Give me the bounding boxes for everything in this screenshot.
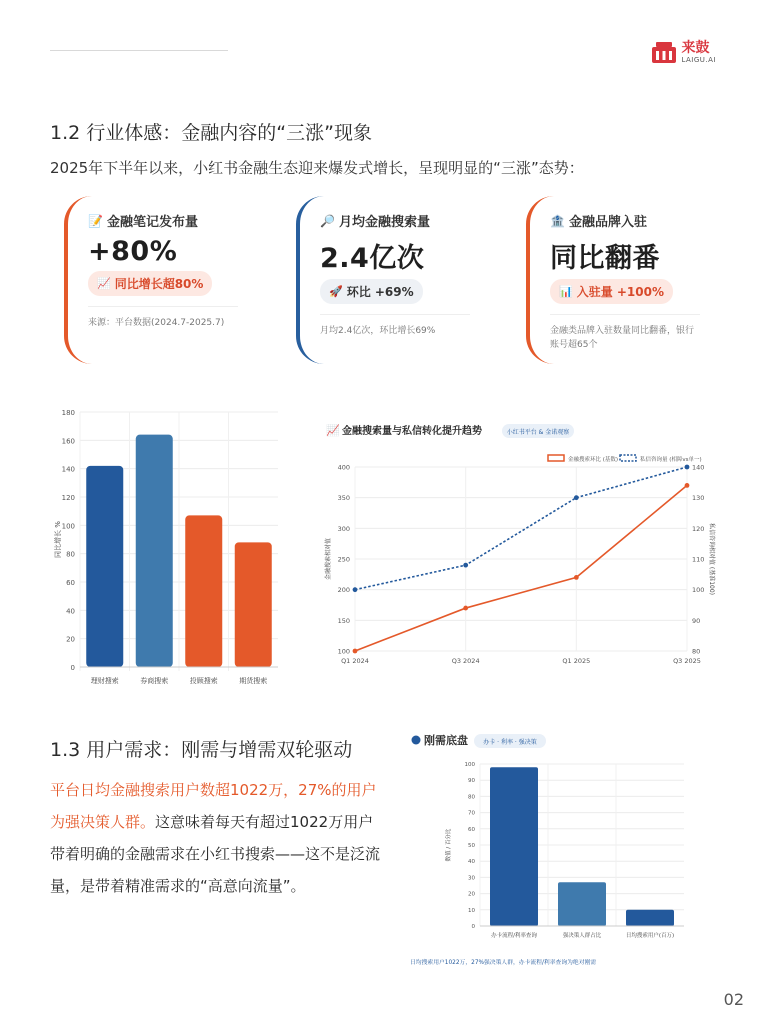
- chart-tag: 小红书平台 & 金诺观察: [506, 429, 570, 436]
- x-tick-label: 办卡流程/利率查询: [491, 933, 537, 939]
- data-point: [685, 465, 690, 470]
- rocket-icon: 🚀: [329, 285, 343, 298]
- y-axis-label: 同比增长 %: [54, 521, 62, 558]
- chart-footnote: 日均搜索用户1022万，27%强决策人群，办卡流程/利率查询为绝对刚需: [410, 960, 597, 966]
- card-value: 2.4亿次: [320, 243, 425, 274]
- section-intro: 2025年下半年以来，小红书金融生态迎来爆发式增长，呈现明显的“三涨”态势：: [50, 159, 584, 177]
- card-badge: 🚀 环比 +69%: [320, 279, 423, 304]
- y-right-tick-label: 140: [692, 463, 705, 472]
- y-tick-label: 180: [61, 409, 75, 417]
- card-title: 金融笔记发布量: [106, 215, 198, 230]
- highlight-text: 平台日均金融搜索用户数超1022万，27%的用户为强决策人群。: [50, 781, 377, 831]
- card-note: 月均2.4亿次，环比增长69%: [320, 314, 470, 339]
- need-bar-chart: [404, 730, 704, 975]
- y-tick-label: 0: [471, 924, 475, 930]
- bar: [136, 435, 173, 667]
- y-tick-label: 40: [66, 607, 75, 616]
- y-right-tick-label: 80: [692, 647, 701, 656]
- chart-up-icon: 📈: [97, 277, 111, 290]
- bar: [490, 767, 538, 926]
- series-line: [355, 485, 687, 651]
- data-point: [685, 483, 690, 488]
- page-number: 02: [723, 990, 744, 1009]
- body-text: 这意味着每天有超过1022万用户带着明确的金融需求在小红书搜索——这不是泛流量，是带着精准需求的“高意向流量”。: [50, 813, 381, 895]
- card-value: +80%: [88, 236, 178, 267]
- section-title-1-2: 1.2 行业体感：金融内容的“三涨”现象: [50, 122, 372, 144]
- section-body: [50, 774, 380, 902]
- y-left-tick-label: 250: [337, 555, 350, 564]
- chart-title: 刚需底盘: [424, 734, 468, 747]
- y-tick-label: 70: [468, 810, 475, 817]
- magnifier-icon: 🔎: [320, 213, 335, 228]
- x-tick-label: 强决策人群占比: [562, 933, 602, 939]
- y-left-tick-label: 200: [337, 586, 350, 595]
- y-tick-label: 20: [66, 635, 75, 644]
- data-point: [353, 587, 358, 592]
- y-tick-label: 50: [468, 843, 475, 849]
- y-right-tick-label: 110: [692, 555, 705, 564]
- trend-line-chart: [318, 414, 718, 676]
- y-tick-label: 80: [468, 794, 475, 801]
- x-tick-label: 理财搜索: [90, 677, 119, 685]
- bar: [185, 515, 222, 667]
- bank-icon: 🏦: [550, 213, 565, 228]
- stat-card-brands: [526, 196, 728, 364]
- card-badge: 📈 同比增长超80%: [88, 271, 212, 296]
- y-tick-label: 140: [61, 465, 75, 474]
- bar: [235, 542, 272, 667]
- y-axis-label: 数值 / 百分比: [446, 828, 452, 862]
- x-tick-label: Q3 2024: [451, 657, 480, 665]
- card-title: 月均金融搜索量: [338, 215, 430, 230]
- data-point: [574, 495, 579, 500]
- x-tick-label: 日均搜索用户(百万): [625, 933, 675, 939]
- data-point: [574, 575, 579, 580]
- x-tick-label: 券商搜索: [140, 677, 169, 685]
- bar: [626, 910, 674, 926]
- bar: [86, 466, 123, 667]
- data-point: [463, 606, 468, 611]
- x-tick-label: Q1 2024: [341, 657, 369, 665]
- y-right-tick-label: 120: [692, 524, 705, 533]
- y-left-tick-label: 150: [337, 616, 350, 625]
- x-tick-label: 投顾搜索: [189, 677, 218, 685]
- growth-bar-chart: [48, 400, 288, 690]
- x-tick-label: Q1 2025: [562, 657, 591, 665]
- y-left-tick-label: 400: [337, 463, 350, 472]
- card-title: 金融品牌入驻: [568, 215, 647, 230]
- chart-tag: 办卡 · 利率 · 强决策: [483, 739, 537, 746]
- y-tick-label: 60: [468, 826, 475, 833]
- legend-swatch: [620, 455, 636, 461]
- y-tick-label: 160: [61, 437, 75, 446]
- y-right-tick-label: 100: [692, 586, 705, 595]
- trend-icon: 📈: [326, 424, 340, 437]
- brand-sub: LAIGU.AI: [681, 55, 716, 64]
- brand-icon: [651, 39, 677, 65]
- bar: [558, 882, 606, 926]
- y-tick-label: 30: [468, 875, 475, 882]
- memo-icon: 📝: [88, 213, 103, 228]
- y-left-tick-label: 100: [337, 647, 350, 656]
- legend-label: 金融搜索环比 (基数): [568, 457, 619, 463]
- y-tick-label: 10: [468, 907, 475, 914]
- y-tick-label: 120: [61, 494, 75, 502]
- y-tick-label: 100: [61, 522, 75, 531]
- stat-card-notes: [64, 196, 266, 364]
- y-tick-label: 90: [468, 778, 475, 785]
- y-tick-label: 100: [464, 762, 475, 768]
- x-tick-label: 期货搜索: [239, 677, 268, 685]
- header-rule: [50, 50, 228, 51]
- brand-name: 来鼓: [681, 39, 710, 56]
- x-tick-label: Q3 2025: [673, 657, 701, 665]
- y-tick-label: 40: [468, 859, 475, 866]
- y-right-axis-label: 私信咨询相对值 (基准100): [708, 522, 715, 596]
- y-right-tick-label: 130: [692, 494, 705, 503]
- legend-label: 私信咨询量 (相障vs单一): [640, 457, 702, 463]
- data-point: [463, 563, 468, 568]
- y-tick-label: 80: [66, 550, 75, 559]
- card-badge: 📊 入驻量 +100%: [550, 279, 673, 304]
- y-tick-label: 0: [70, 664, 75, 672]
- y-left-axis-label: 金融搜索相对值: [325, 537, 332, 581]
- card-note: 金融类品牌入驻数量同比翻番，银行账号超65个: [550, 314, 700, 352]
- stat-card-search: [296, 196, 498, 364]
- y-tick-label: 60: [66, 579, 75, 587]
- y-left-tick-label: 300: [337, 524, 350, 533]
- blue-dot-icon: [412, 736, 421, 745]
- chart-title: 金融搜索量与私信转化提升趋势: [342, 426, 482, 437]
- data-point: [353, 649, 358, 654]
- y-left-tick-label: 350: [337, 494, 350, 503]
- card-note: 来源：平台数据(2024.7-2025.7): [88, 306, 238, 331]
- y-right-tick-label: 90: [692, 616, 701, 625]
- section-title-1-3: 1.3 用户需求：刚需与增需双轮驱动: [50, 739, 353, 761]
- y-tick-label: 20: [468, 891, 475, 898]
- card-value: 同比翻番: [550, 243, 660, 274]
- bar-chart-icon: 📊: [559, 285, 573, 298]
- legend-swatch: [548, 455, 564, 461]
- brand-logo: [651, 37, 716, 67]
